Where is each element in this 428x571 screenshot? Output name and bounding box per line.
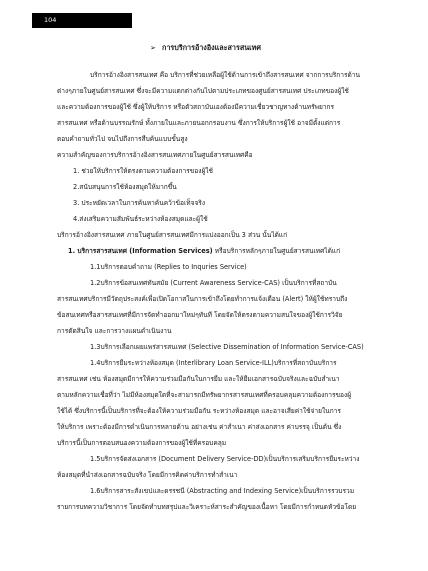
importance-item: 3. ประหยัดเวลาในการค้นหาค้นคว้าข้อเท็จจริง (73, 199, 206, 207)
section-heading (68, 248, 340, 255)
body-line: 1.5บริการจัดส่งเอกสาร (Document Delivery Service-DD)เป็นบริการเสริมบริการยืมระหว่าง (90, 455, 360, 463)
body-line: การตัดสินใจ และการวางแผนดำเนินงาน (57, 327, 172, 335)
intro-line: ต่างๆภายในศูนย์สารสนเทศ ซึ่งจะมีความแตกต่างกันไปตามประเภทของศูนย์สารสนเทศ ประเภทของผู้ใช้ (57, 87, 349, 95)
body-line: ใช้ได้ ซึ่งบริการนี้เป็นบริการที่จะต้องให้ความร่วมมือกัน ระหว่างห้องสมุด และอาจเสียค่าใช้จ่ายในการ (57, 407, 341, 415)
body-line: บริการนี้เป็นการตอบสนองความต้องการของผู้ใช้ที่ครอบคลุม (57, 439, 227, 447)
section-title-text: การบริการอ้างอิงและสารสนเทศ (162, 43, 261, 52)
body-line: สารสนเทศบริการมีวัตถุประสงค์เพื่อเปิดโอกาสในการเข้าถึงโดยทำการแจ้งเตือน (Alert) ให้ผู้ใช้ทราบถึง (57, 295, 348, 303)
body-line: รายการบทความวิชาการ โดยจัดทำบทสรุปและวิเคราะห์สาระสำคัญของเนื้อหา โดยมีการกำหนดหัวข้อโดย (57, 503, 357, 511)
intro-line: สารสนเทศ หรือด้านบรรณรักษ์ ทั้งภายในและภายนอกกรอบงาน ซึ่งการให้บริการผู้ใช้ อาจมีตั้งแต่การ (57, 119, 341, 127)
importance-item: 1. ช่วยให้บริการให้ตรงตามความต้องการของผู้ใช้ (73, 167, 214, 175)
body-line: 1.6บริการสาระสังเขปและดรรชนี (Abstracting and Indexing Service)เป็นบริการรวบรวม (90, 487, 355, 495)
page-number: 104 (32, 13, 132, 28)
arrow-bullet-icon: ➢ (150, 43, 157, 52)
division-text: บริการอ้างอิงสารสนเทศ ภายในศูนย์สารสนเทศมีการแบ่งออกเป็น 3 ส่วน นั้นได้แก่ (57, 231, 288, 239)
body-line: ตามหลักความเชื่อที่ว่า ไม่มีห้องสมุดใดที่จะสามารถมีทรัพยากรสารสนเทศที่ครอบคลุมความต้องการของผู้ (57, 391, 352, 399)
body-line: ให้บริการ เพราะต้องมีการดำเนินการหลายด้าน อย่างเช่น ค่าสำเนา ค่าส่งเอกสาร ค่าบรรจุ เป็นต้น ซึ่ง (57, 423, 342, 431)
section-title (150, 44, 261, 51)
section-heading-bold: 1. บริการสารสนเทศ (Information Services) (68, 247, 213, 255)
section-heading-rest: หรือบริการหลักๆภายในศูนย์สารสนเทศได้แก่ (212, 247, 341, 255)
importance-item: 2.สนับสนุนการใช้ห้องสมุดให้มากขึ้น (73, 183, 177, 191)
intro-line: และความต้องการของผู้ใช้ ซึ่งผู้ให้บริการ หรือตัวสถาบันเองต้องมีความเชี่ยวชาญทางด้านทรัพยากร (57, 103, 335, 111)
intro-line: ตอบคำถามทั่วไป จนไปถึงการสืบค้นแบบขั้นสูง (57, 135, 188, 143)
body-line: 1.3บริการเลือกเผยแพร่สารสนเทศ (Selective Dissemination of Information Service-CAS) (90, 343, 364, 351)
importance-item: 4.ส่งเสริมความสัมพันธ์ระหว่างห้องสมุดและผู้ใช้ (73, 215, 208, 223)
intro-line: บริการอ้างอิงสารสนเทศ คือ บริการที่ช่วยเหลือผู้ใช้ด้านการเข้าถึงสารสนเทศ จากการบริการด้าน (90, 71, 361, 79)
body-line: สารสนเทศ เช่น ห้องสมุดมีการให้ความร่วมมือกันในการยืม และให้ยืมเอกสารฉบับจริงและฉบับสำเนา (57, 375, 340, 383)
body-line: 1.1บริการตอบคำถาม (Replies to Inquries Service) (90, 263, 247, 271)
body-line: 1.2บริการข้อสนเทศทันสมัย (Current Awareness Service-CAS) เป็นบริการที่สถาบัน (90, 279, 337, 287)
body-line: ข้อสนเทศหรือสารสนเทศที่มีการจัดทำออกมาใหม่ๆทันที โดยจัดให้ตรงตามความสนใจของผู้ใช้การวิจัย (57, 311, 343, 319)
importance-heading: ความสำคัญของการบริการอ้างอิงสารสนเทศภายในศูนย์สารสนเทศคือ (57, 151, 253, 159)
body-line: 1.4บริการยืมระหว่างห้องสมุด (Interlibrary Loan Service-ILL)บริการที่สถาบันบริการ (90, 359, 337, 367)
body-line: ห้องสมุดที่นำส่งเอกสารฉบับจริง โดยมีการคิดค่าบริการทำสำเนา (57, 471, 238, 479)
